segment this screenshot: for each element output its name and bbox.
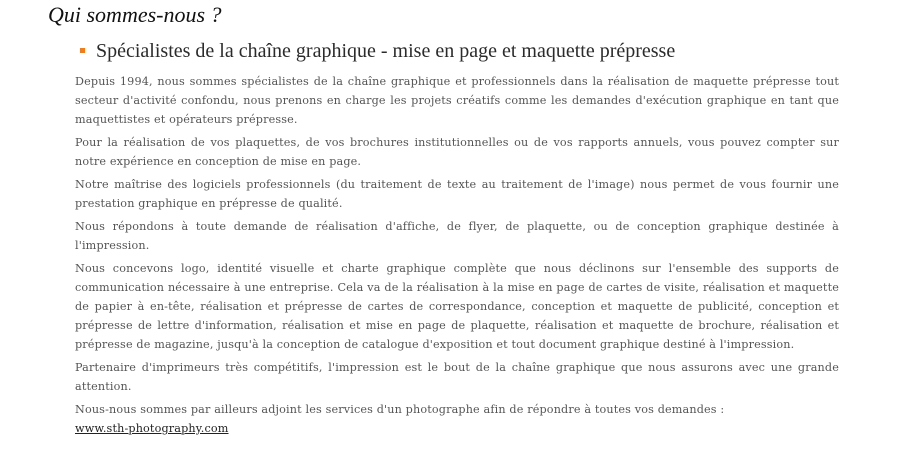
paragraph-brochures: Pour la réalisation de vos plaquettes, de vos brochures institutionnelles ou de vos rapports annuels, vous pouvez compter sur notre expérience en conception de mise en page. [75, 136, 839, 168]
square-bullet-icon [80, 48, 85, 53]
photography-website-link[interactable]: www.sth-photography.com [75, 422, 229, 435]
paragraph-printers: Partenaire d'imprimeurs très compétitifs, l'impression est le bout de la chaîne graphique que nous assurons avec une grande attention. [75, 361, 839, 393]
section-heading [80, 38, 675, 64]
page-title: Qui sommes-nous ? [48, 2, 222, 27]
paragraph-identity: Nous concevons logo, identité visuelle et charte graphique complète que nous déclinons sur l'ensemble des supports de communication nécessaire à une entreprise. Cela va de la réalisation à la mise en page de cartes de visite, réalisation et maquette de papier à en-tête, réalisation et prépresse de cartes de correspondance, conception et maquette de publicité, conception et prépresse de lettre d'information, réalisation et mise en page de plaquette, réalisation et maquette de brochure, réalisation et prépresse de magazine, jusqu'à la conception de catalogue d'exposition et tout document graphique destiné à l'impression. [75, 262, 839, 351]
photographer-text: Nous-nous sommes par ailleurs adjoint les services d'un photographe afin de répondre à toutes vos demandes : [75, 403, 725, 416]
content-body [75, 72, 839, 438]
paragraph-history: Depuis 1994, nous sommes spécialistes de la chaîne graphique et professionnels dans la réalisation de maquette prépresse tout secteur d'activité confondu, nous prenons en charge les projets créatifs comme les demandes d'exécution graphique en tant que maquettistes et opérateurs prépresse. [75, 75, 839, 126]
paragraph-photographer [75, 400, 839, 438]
paragraph-print-requests: Nous répondons à toute demande de réalisation d'affiche, de flyer, de plaquette, ou de conception graphique destinée à l'impression. [75, 220, 839, 252]
paragraph-software: Notre maîtrise des logiciels professionnels (du traitement de texte au traitement de l'image) nous permet de vous fournir une prestation graphique en prépresse de qualité. [75, 178, 839, 210]
section-subtitle: Spécialistes de la chaîne graphique - mise en page et maquette prépresse [96, 40, 676, 62]
